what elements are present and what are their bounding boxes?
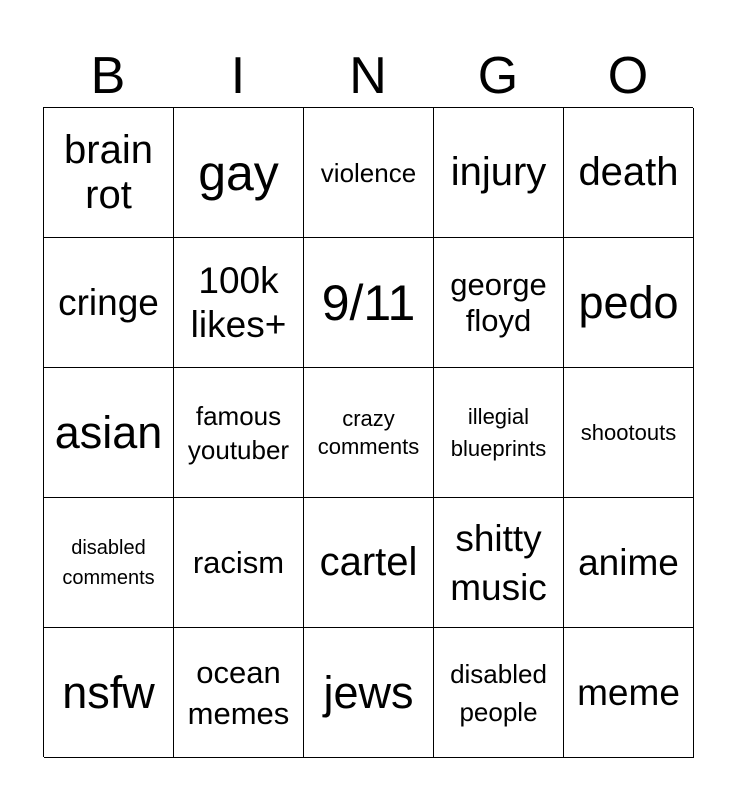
bingo-cell-r5-c5[interactable] <box>564 628 694 758</box>
cell-label: disabled comments <box>62 536 155 589</box>
bingo-cell-r4-c4[interactable] <box>434 498 564 628</box>
bingo-cell-r4-c1[interactable] <box>44 498 174 628</box>
bingo-card-grid <box>43 107 693 757</box>
cell-label: gay <box>198 144 279 201</box>
cell-label: disabled people <box>450 658 547 727</box>
bingo-cell-r4-c3[interactable] <box>304 498 434 628</box>
cell-label: violence <box>320 157 417 188</box>
bingo-cell-r1-c5[interactable] <box>564 108 694 238</box>
bingo-cell-r1-c3[interactable] <box>304 108 434 238</box>
cell-label: racism <box>192 544 285 580</box>
bingo-cell-r1-c1[interactable] <box>44 108 174 238</box>
bingo-cell-r5-c2[interactable] <box>174 628 304 758</box>
bingo-header <box>43 44 693 108</box>
bingo-cell-r4-c2[interactable] <box>174 498 304 628</box>
cell-label: famous youtuber <box>187 400 290 465</box>
cell-label: brain rot <box>64 127 153 217</box>
bingo-cell-r2-c2[interactable] <box>174 238 304 368</box>
bingo-cell-r2-c1[interactable] <box>44 238 174 368</box>
bingo-cell-r5-c3[interactable] <box>304 628 434 758</box>
bingo-cell-r2-c4[interactable] <box>434 238 564 368</box>
header-letter-g: G <box>477 47 519 105</box>
cell-label: cringe <box>58 281 159 323</box>
cell-label: injury <box>450 150 547 194</box>
cell-label: ocean memes <box>187 654 290 731</box>
bingo-cell-r2-c5[interactable] <box>564 238 694 368</box>
cell-label: shitty music <box>450 517 547 608</box>
cell-label: crazy comments <box>317 405 420 459</box>
bingo-cell-r2-c3[interactable] <box>304 238 434 368</box>
bingo-cell-r4-c5[interactable] <box>564 498 694 628</box>
bingo-cell-r1-c4[interactable] <box>434 108 564 238</box>
cell-label: shootouts <box>580 419 677 445</box>
cell-label: meme <box>577 671 680 713</box>
bingo-cell-r3-c3[interactable] <box>304 368 434 498</box>
bingo-cell-r3-c2[interactable] <box>174 368 304 498</box>
cell-label: cartel <box>319 540 418 584</box>
cell-label: death <box>578 150 679 194</box>
bingo-cell-r3-c4[interactable] <box>434 368 564 498</box>
bingo-cell-r3-c5[interactable] <box>564 368 694 498</box>
cell-label: asian <box>54 406 163 458</box>
cell-label: jews <box>323 666 414 718</box>
bingo-cell-r3-c1[interactable] <box>44 368 174 498</box>
header-letter-n: N <box>349 47 387 105</box>
header-letter-i: I <box>230 47 246 105</box>
cell-label: illegial blueprints <box>450 403 547 461</box>
header-letter-o: O <box>607 47 649 105</box>
cell-label: george floyd <box>450 266 547 338</box>
cell-label: nsfw <box>62 666 155 718</box>
cell-label: 9/11 <box>321 274 416 331</box>
header-letter-b: B <box>90 47 126 105</box>
cell-label: anime <box>578 541 679 583</box>
bingo-cell-r5-c1[interactable] <box>44 628 174 758</box>
cell-label: pedo <box>578 276 679 328</box>
bingo-cell-r5-c4[interactable] <box>434 628 564 758</box>
bingo-cell-r1-c2[interactable] <box>174 108 304 238</box>
cell-label: 100k likes+ <box>190 259 287 345</box>
